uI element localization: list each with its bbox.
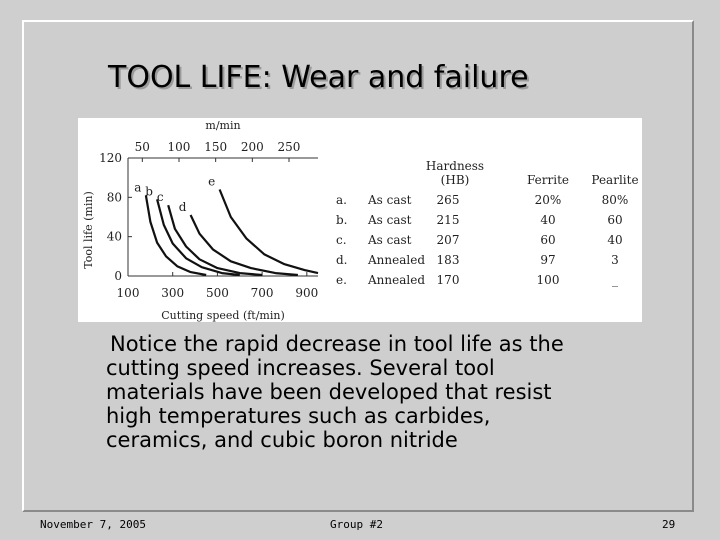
tool-life-chart xyxy=(78,118,642,322)
x-tick-label: 300 xyxy=(161,286,185,300)
table-cell: 20% xyxy=(534,193,562,207)
x2-tick-label: 100 xyxy=(167,140,191,154)
series-label-e: e xyxy=(208,174,216,189)
table-header: Ferrite xyxy=(526,173,570,187)
x2-tick-label: 50 xyxy=(134,140,150,154)
table-cell: As cast xyxy=(368,213,412,227)
x2-tick-label: 250 xyxy=(277,140,301,154)
table-cell: Annealed xyxy=(368,253,425,267)
series-line-d xyxy=(191,215,298,275)
y-tick-label: 80 xyxy=(106,190,122,205)
table-cell: 215 xyxy=(436,213,460,227)
footer-page-number: 29 xyxy=(662,518,676,531)
series-label-b: b xyxy=(145,184,153,199)
table-cell: d. xyxy=(336,253,348,267)
table-cell: As cast xyxy=(368,193,412,207)
series-line-e xyxy=(220,190,318,274)
body-line: cutting speed increases. Several tool xyxy=(106,356,495,380)
y-tick-label: 40 xyxy=(106,229,122,244)
table-cell: 80% xyxy=(601,193,629,207)
x-tick-label: 500 xyxy=(205,286,229,300)
table-cell: _ xyxy=(612,273,618,287)
table-cell: Annealed xyxy=(368,273,425,287)
x-tick-label: 700 xyxy=(250,286,274,300)
table-cell: a. xyxy=(336,193,347,207)
table-cell: 40 xyxy=(540,213,556,227)
tool-life-figure xyxy=(78,118,642,322)
series-label-d: d xyxy=(178,200,187,215)
x2-tick-label: 200 xyxy=(240,140,264,154)
body-line: high temperatures such as carbides, xyxy=(106,404,491,428)
body-line: ceramics, and cubic boron nitride xyxy=(106,428,458,452)
table-cell: b. xyxy=(336,213,348,227)
body-line: materials have been developed that resist xyxy=(106,380,552,404)
table-cell: 60 xyxy=(607,213,623,227)
table-cell: 97 xyxy=(540,253,556,267)
footer-group: Group #2 xyxy=(330,518,383,531)
footer-date: November 7, 2005 xyxy=(40,518,146,531)
table-cell: As cast xyxy=(368,233,412,247)
table-cell: 207 xyxy=(436,233,460,247)
x-tick-label: 100 xyxy=(116,286,140,300)
table-cell: 60 xyxy=(540,233,556,247)
y-axis-label: Tool life (min) xyxy=(82,191,95,269)
series-label-c: c xyxy=(156,190,164,205)
y-tick-label: 0 xyxy=(114,269,122,283)
table-cell: 40 xyxy=(607,233,623,247)
table-header: Pearlite xyxy=(591,173,639,187)
series-label-a: a xyxy=(134,180,142,195)
y-tick-label: 120 xyxy=(99,151,122,165)
table-cell: c. xyxy=(336,233,347,247)
table-cell: 100 xyxy=(536,273,560,287)
x2-axis-label: m/min xyxy=(205,119,241,132)
body-text xyxy=(106,332,626,452)
x-tick-label: 900 xyxy=(295,286,319,300)
table-header: (HB) xyxy=(440,173,470,187)
table-cell: 265 xyxy=(436,193,460,207)
table-cell: 170 xyxy=(436,273,460,287)
slide-title: TOOL LIFE: Wear and failure xyxy=(108,60,529,95)
x2-tick-label: 150 xyxy=(204,140,228,154)
table-header: Hardness xyxy=(425,159,485,173)
x-axis-label: Cutting speed (ft/min) xyxy=(161,309,285,322)
body-line: Notice the rapid decrease in tool life as the xyxy=(110,332,564,356)
table-cell: 3 xyxy=(611,253,619,267)
series-line-a xyxy=(146,195,206,275)
table-cell: 183 xyxy=(436,253,460,267)
table-cell: e. xyxy=(336,273,347,287)
